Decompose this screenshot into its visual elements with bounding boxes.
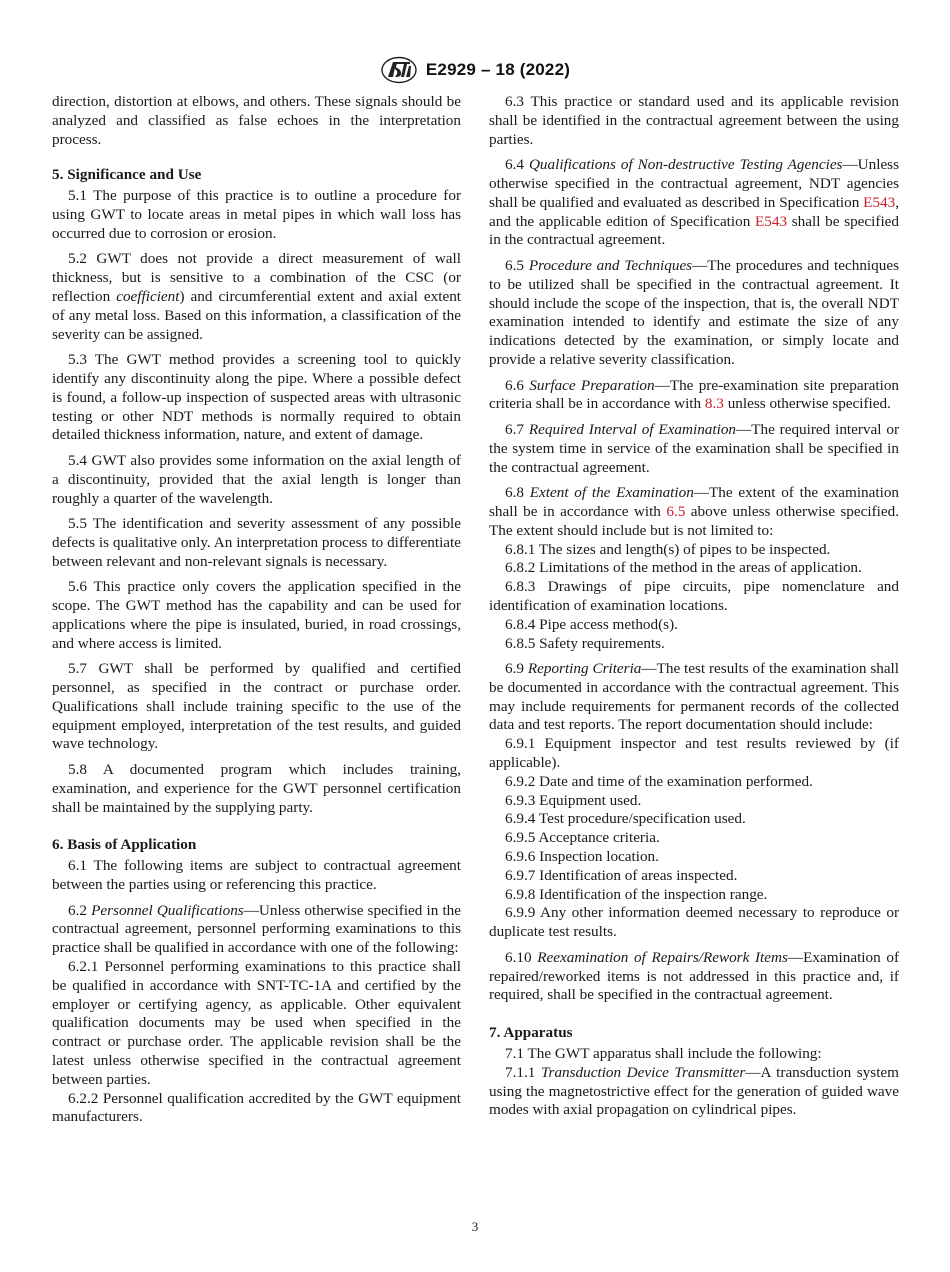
paragraph-6-3: 6.3 This practice or standard used and its applicable revision shall be identified in the contractual agreement between the using parties. (489, 93, 899, 148)
paragraph-6-9-4: 6.9.4 Test procedure/specification used. (505, 810, 746, 828)
paragraph-6-9-9: 6.9.9 Any other information deemed necessary to reproduce or duplicate test results. (489, 904, 899, 941)
paragraph-5-2: 5.2 GWT does not provide a direct measurement of wall thickness, but is sensitive to a combination of the CSC (or reflection coefficient) and circumferential extent and axial extent of any metal loss. Based on this information, a classification of the severity can be assigned. (52, 250, 462, 343)
paragraph-6-7: 6.7 Required Interval of Examination—The required interval or the system time in service of the examination shall be specified in the contractual agreement. (489, 420, 900, 476)
paragraph-6-9-6: 6.9.6 Inspection location. (505, 848, 659, 866)
link-6-5[interactable]: 6.5 (666, 502, 686, 520)
left-column (52, 93, 461, 1127)
paragraph-6-8-3: 6.8.3 Drawings of pipe circuits, pipe nomenclature and identification of examination locations. (489, 578, 899, 614)
page-number: 3 (471, 1219, 479, 1234)
paragraph-5-5: 5.5 The identification and severity assessment of any possible defects is qualitative only. An interpretation process to differentiate between relevant and non-relevant signals is necessary. (52, 515, 461, 570)
paragraph-7-1: 7.1 The GWT apparatus shall include the following: (505, 1045, 822, 1063)
paragraph-5-8: 5.8 A documented program which includes training, examination, and experience for the GWT personnel certification shall be maintained by the supplying party. (52, 761, 461, 816)
paragraph-7-1-1: 7.1.1 Transduction Device Transmitter—A transduction system using the magnetostrictive effect for the generation of guided wave modes with axial propagation on cylindrical pipes. (489, 1063, 899, 1119)
paragraph-6-4: 6.4 Qualifications of Non-destructive Testing Agencies—Unless otherwise specified in the contractual agreement, NDT agencies shall be qualified and evaluated as described in Specification E543, and the applicable edition of Specification E543 shall be specified in the contractual agreement. (489, 156, 899, 249)
section-7-heading: 7. Apparatus (489, 1024, 573, 1042)
link-8-3[interactable]: 8.3 (704, 395, 724, 413)
paragraph-5-1: 5.1 The purpose of this practice is to outline a procedure for using GWT to locate areas in metal pipes in which wall loss has occurred due to corrosion or erosion. (52, 187, 461, 242)
paragraph-6-5: 6.5 Procedure and Techniques—The procedures and techniques to be utilized shall be specified in the contractual agreement. It should include the scope of the inspection, that is, the overall NDT examination intended to identify and estimate the size of any indications detected by the examination, or simply locate and provide a relative severity classification. (489, 256, 899, 368)
paragraph-6-9-5: 6.9.5 Acceptance criteria. (505, 829, 660, 847)
paragraph-6-8-5: 6.8.5 Safety requirements. (505, 634, 665, 652)
paragraph-6-9-1: 6.9.1 Equipment inspector and test results reviewed by (if applicable). (489, 735, 899, 772)
section-5-heading: 5. Significance and Use (52, 166, 202, 184)
page-header (0, 56, 950, 84)
paragraph-5-7: 5.7 GWT shall be performed by qualified and certified personnel, as specified in the contract or purchase order. Qualifications shall include training specific to the use of the equipment employed, interpretation of the test results, and guided wave technology. (52, 660, 461, 753)
paragraph-6-2: 6.2 Personnel Qualifications—Unless otherwise specified in the contractual agreement, personnel performing examinations to this practice shall be qualified in accordance with one of the following: (52, 901, 461, 957)
astm-logo-icon (380, 56, 418, 84)
paragraph-6-6: 6.6 Surface Preparation—The pre-examination site preparation criteria shall be in accordance with 8.3 unless otherwise specified. (489, 376, 900, 413)
link-e543[interactable]: E543 (863, 193, 896, 211)
paragraph-6-8-2: 6.8.2 Limitations of the method in the areas of application. (505, 559, 862, 577)
paragraph-6-2-2: 6.2.2 Personnel qualification accredited by the GWT equipment manufacturers. (52, 1089, 461, 1126)
paragraph-6-9-7: 6.9.7 Identification of areas inspected. (505, 866, 738, 884)
paragraph-6-9-3: 6.9.3 Equipment used. (505, 791, 642, 809)
paragraph-5-4: 5.4 GWT also provides some information on the axial length of a discontinuity, provided that the axial length is longer than roughly a quarter of the wavelength. (52, 451, 461, 507)
paragraph-6-1: 6.1 The following items are subject to contractual agreement between the parties using or referencing this practice. (52, 857, 461, 894)
paragraph-6-8-4: 6.8.4 Pipe access method(s). (505, 615, 678, 633)
paragraph-6-2-1: 6.2.1 Personnel performing examinations to this practice shall be qualified in accordance with SNT-TC-1A and certified by the employer or certifying agency, as applicable. Other equivalent qualification documents may be used when specified in the contract or purchase order. The applicable revision shall be the latest unless otherwise specified in the contractual agreement between parties. (52, 958, 461, 1088)
paragraph-6-9-2: 6.9.2 Date and time of the examination performed. (505, 772, 813, 790)
link-e543-edition[interactable]: E543 (755, 212, 788, 230)
paragraph-6-8-1: 6.8.1 The sizes and length(s) of pipes to be inspected. (505, 540, 831, 558)
paragraph-continued: direction, distortion at elbows, and others. These signals should be analyzed and classified as false echoes in the interpretation process. (52, 93, 461, 148)
paragraph-6-10: 6.10 Reexamination of Repairs/Rework Items—Examination of repaired/reworked items is not addressed in this practice and, if required, shall be specified in the contractual agreement. (489, 948, 900, 1004)
paragraph-5-6: 5.6 This practice only covers the application specified in the scope. The GWT method has the capability and can be used for applications where the pipe is insulated, buried, in road crossings, and where access is limited. (52, 578, 461, 652)
paragraph-6-9: 6.9 Reporting Criteria—The test results of the examination shall be documented in accordance with the contractual agreement. This may include requirements for permanent records of the collected data and test reports. The report documentation should include: (489, 660, 900, 734)
paragraph-6-9-8: 6.9.8 Identification of the inspection range. (505, 885, 768, 903)
section-6-heading: 6. Basis of Application (52, 836, 197, 854)
paragraph-5-3: 5.3 The GWT method provides a screening tool to quickly identify any discontinuity along the pipe. Where a possible defect is found, a follow-up inspection of suspected areas with ultrasonic testing or other NDT methods is normally required to obtain detailed thickness information, nature, and extent of damage. (52, 351, 461, 444)
paragraph-6-8: 6.8 Extent of the Examination—The extent of the examination shall be in accordance with 6.5 above unless otherwise specified. The extent should include but is not limited to: (489, 484, 900, 539)
document-id: E2929 – 18 (2022) (425, 60, 571, 79)
right-column (489, 93, 899, 1120)
